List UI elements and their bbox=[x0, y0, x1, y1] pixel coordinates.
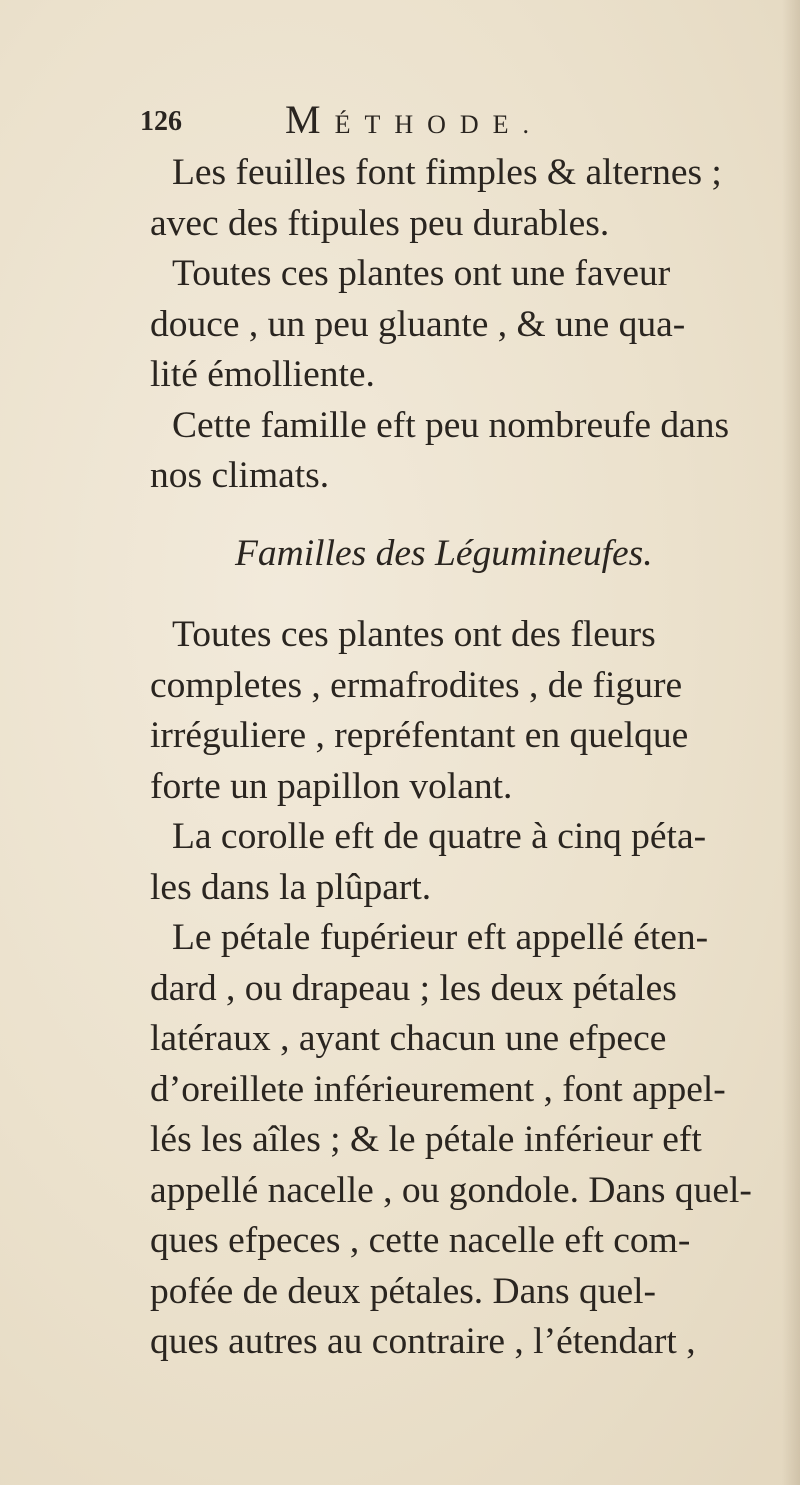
text-line: Le pétale fupérieur eft appellé éten- bbox=[172, 917, 709, 958]
text-line: Toutes ces plantes ont des fleurs bbox=[172, 614, 656, 655]
text-line: completes , ermafrodites , de figure bbox=[150, 664, 683, 706]
text-line: les dans la plûpart. bbox=[150, 866, 432, 908]
text-line: appellé nacelle , ou gondole. Dans quel- bbox=[150, 1169, 752, 1211]
running-head bbox=[285, 96, 543, 143]
text-line: d’oreillete inférieurement , font appel- bbox=[150, 1068, 726, 1110]
text-line: douce , un peu gluante , & une qua- bbox=[150, 303, 686, 345]
text-line: irréguliere , repréfentant en quelque bbox=[150, 715, 689, 756]
text-line: avec des ftipules peu durables. bbox=[150, 202, 610, 244]
text-line: lés les aîles ; & le pétale inférieur eft bbox=[150, 1119, 702, 1160]
text-line: ques autres au contraire , l’étendart , bbox=[150, 1321, 696, 1362]
text-line: Cette famille eft peu nombreufe dans bbox=[172, 404, 730, 446]
text-line: nos climats. bbox=[150, 455, 330, 496]
text-line: La corolle eft de quatre à cinq péta- bbox=[172, 816, 707, 857]
page-number: 126 bbox=[140, 106, 182, 137]
running-head-initial: M bbox=[285, 97, 335, 142]
text-line: pofée de deux pétales. Dans quel- bbox=[150, 1270, 657, 1312]
running-head-rest: ÉTHODE. bbox=[334, 110, 544, 139]
page-header bbox=[140, 96, 660, 144]
text-line: dard , ou drapeau ; les deux pétales bbox=[150, 967, 677, 1009]
text-line: lité émolliente. bbox=[150, 354, 375, 395]
text-line: latéraux , ayant chacun une efpece bbox=[150, 1018, 667, 1059]
text-line: ques efpeces , cette nacelle eft com- bbox=[150, 1220, 691, 1261]
text-line: forte un papillon volant. bbox=[150, 765, 513, 807]
text-line: Les feuilles font fimples & alternes ; bbox=[172, 152, 722, 193]
section-heading: Familles des Légumineufes. bbox=[235, 532, 653, 574]
body-text bbox=[150, 148, 800, 1368]
text-line: Toutes ces plantes ont une faveur bbox=[172, 253, 671, 294]
